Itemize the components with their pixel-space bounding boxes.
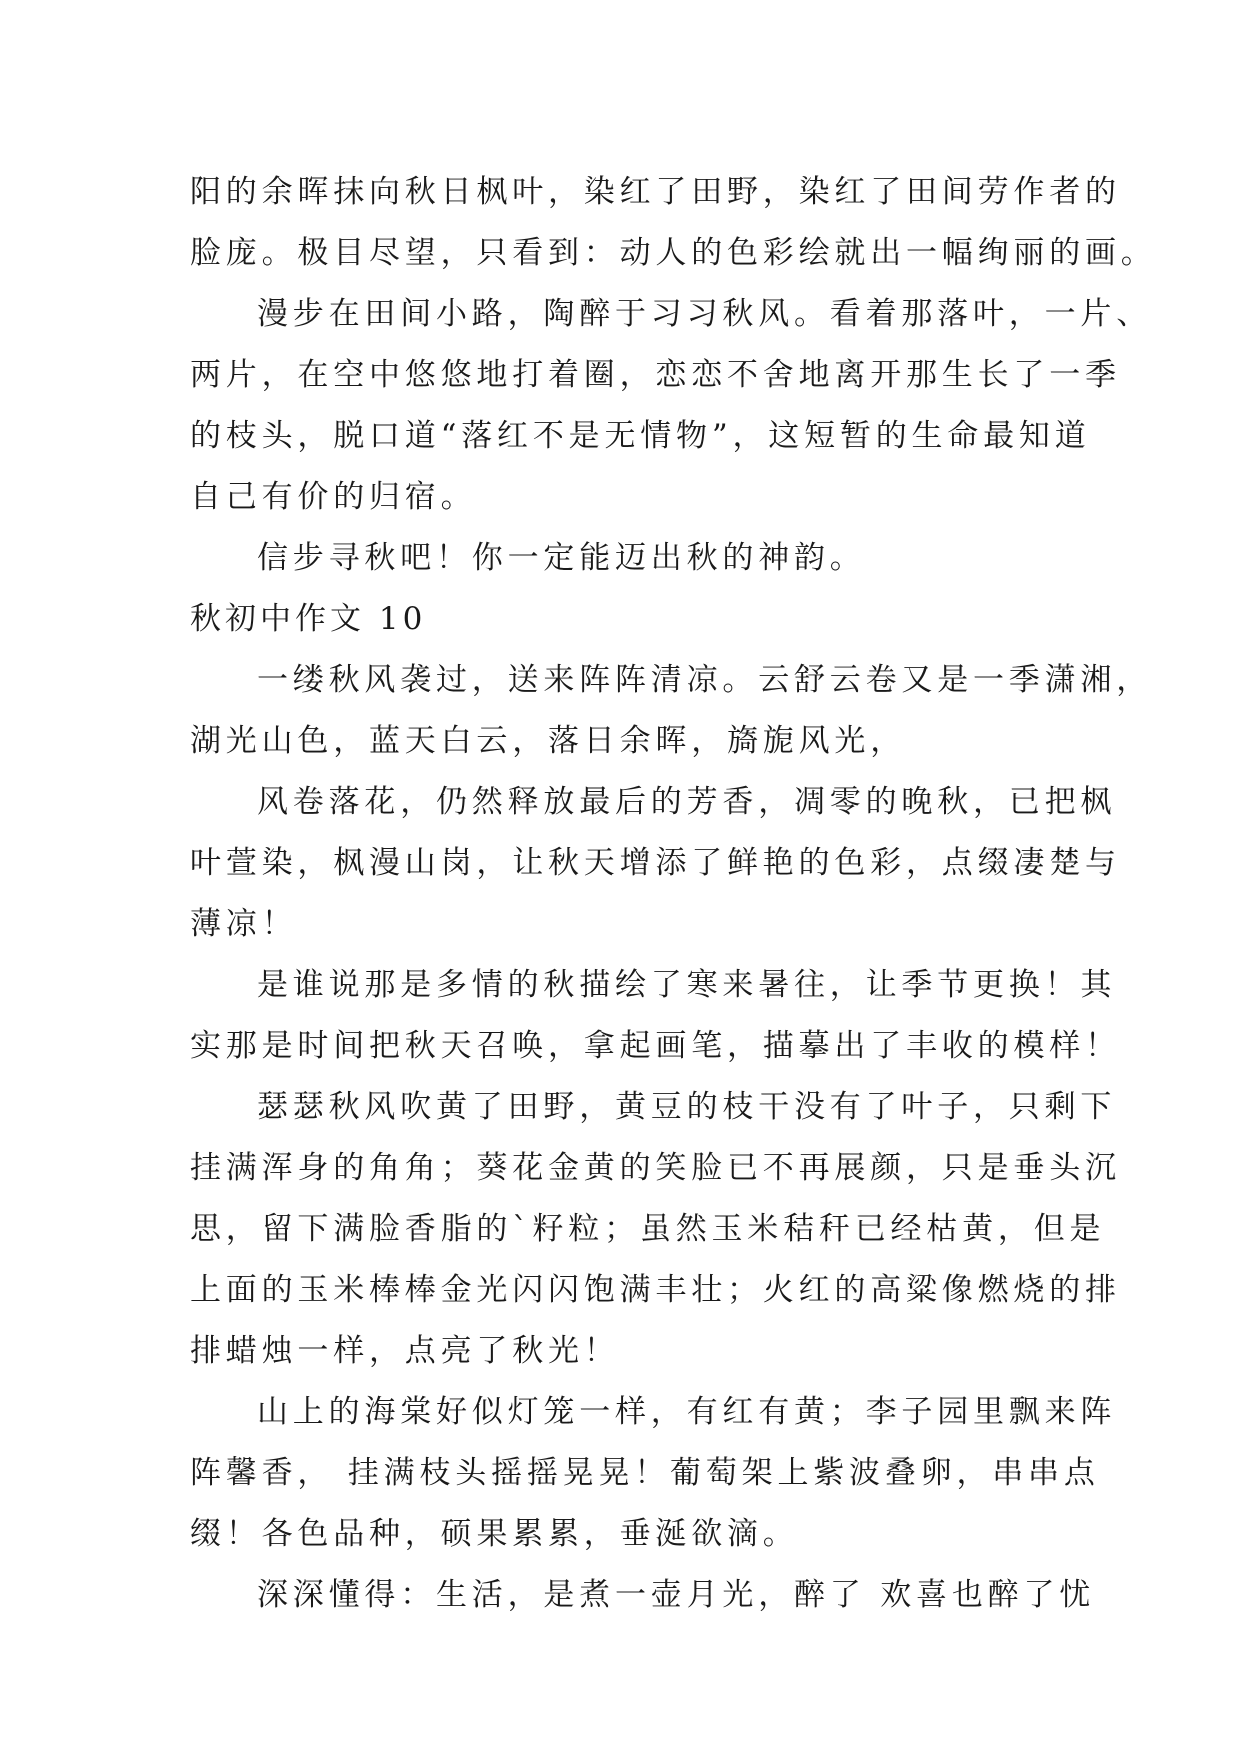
text-line: 信步寻秋吧！你一定能迈出秋的神韵。 bbox=[257, 540, 866, 576]
text-line: 缀！各色品种，硕果累累，垂涎欲滴。 bbox=[190, 1516, 799, 1552]
text-line: 实那是时间把秋天召唤，拿起画笔，描摹出了丰收的模样！ bbox=[190, 1028, 1121, 1064]
essay-heading: 秋初中作文 10 bbox=[190, 601, 427, 637]
text-line: 一缕秋风袭过，送来阵阵清凉。云舒云卷又是一季潇湘， bbox=[257, 662, 1152, 698]
document-body bbox=[190, 162, 1157, 1626]
text-line: 是谁说那是多情的秋描绘了寒来暑往，让季节更换！其 bbox=[257, 967, 1117, 1003]
text-line: 的枝头，脱口道“落红不是无情物”，这短暂的生命最知道 bbox=[190, 418, 1091, 454]
text-line: 自己有价的归宿。 bbox=[190, 479, 477, 515]
text-line: 风卷落花，仍然释放最后的芳香，凋零的晚秋，已把枫 bbox=[257, 784, 1117, 820]
text-line: 山上的海棠好似灯笼一样，有红有黄；李子园里飘来阵 bbox=[257, 1394, 1117, 1430]
text-line: 思，留下满脸香脂的`籽粒；虽然玉米秸秆已经枯黄，但是 bbox=[190, 1211, 1106, 1247]
text-line: 漫步在田间小路，陶醉于习习秋风。看着那落叶，一片、 bbox=[257, 296, 1152, 332]
text-line: 上面的玉米棒棒金光闪闪饱满丰壮；火红的高粱像燃烧的排 bbox=[190, 1272, 1121, 1308]
text-line: 挂满浑身的角角；葵花金黄的笑脸已不再展颜，只是垂头沉 bbox=[190, 1150, 1121, 1186]
text-line: 脸庞。极目尽望，只看到：动人的色彩绘就出一幅绚丽的画。 bbox=[190, 235, 1157, 271]
text-line: 薄凉！ bbox=[190, 906, 298, 942]
text-line: 湖光山色，蓝天白云，落日余晖，旖旎风光， bbox=[190, 723, 906, 759]
text-line: 排蜡烛一样，点亮了秋光！ bbox=[190, 1333, 620, 1369]
text-line: 深深懂得：生活，是煮一壶月光，醉了 欢喜也醉了忧 bbox=[257, 1577, 1096, 1613]
text-line: 阳的余晖抹向秋日枫叶，染红了田野，染红了田间劳作者的 bbox=[190, 174, 1121, 210]
text-line: 叶萱染，枫漫山岗，让秋天增添了鲜艳的色彩，点缀凄楚与 bbox=[190, 845, 1121, 881]
text-line: 瑟瑟秋风吹黄了田野，黄豆的枝干没有了叶子，只剩下 bbox=[257, 1089, 1117, 1125]
text-line: 阵馨香， 挂满枝头摇摇晃晃！葡萄架上紫波叠卵，串串点 bbox=[190, 1455, 1100, 1491]
text-line: 两片，在空中悠悠地打着圈，恋恋不舍地离开那生长了一季 bbox=[190, 357, 1121, 393]
